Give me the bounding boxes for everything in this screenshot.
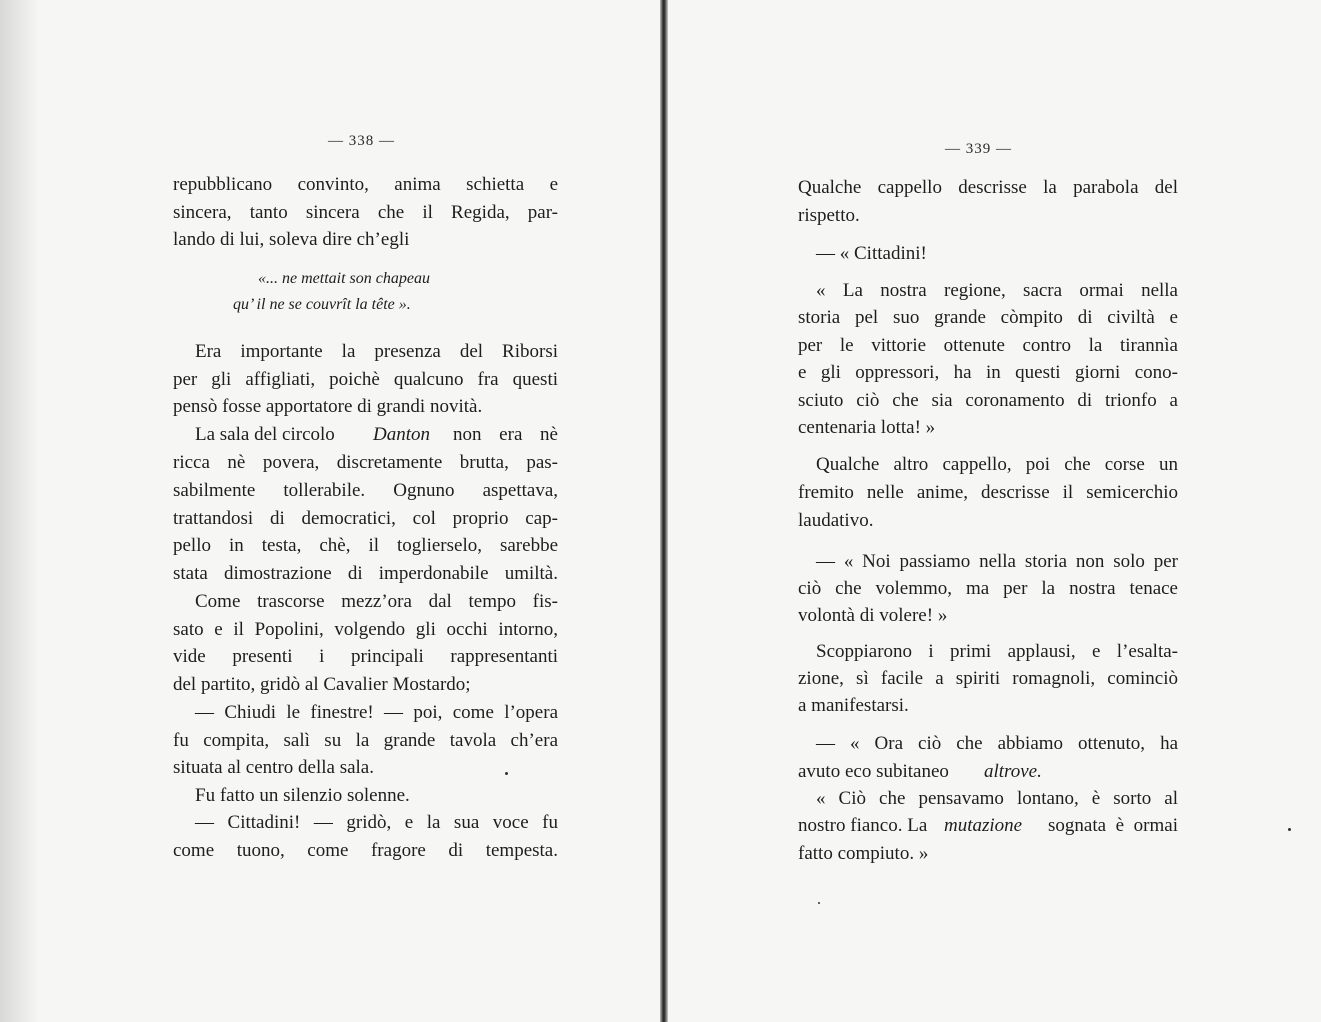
text-line: Fu fatto un silenzio solenne. xyxy=(195,785,410,806)
text-line: del partito, gridò al Cavalier Mostardo; xyxy=(173,674,471,695)
text-line: pello in testa, chè, il toglierselo, sarebbe xyxy=(173,535,558,556)
quote-verse: qu’ il ne se couvrît la tête ». xyxy=(233,296,411,313)
italic-word: altrove. xyxy=(984,761,1042,782)
text-line: Era importante la presenza del Riborsi xyxy=(195,341,558,362)
text-line: fremito nelle anime, descrisse il semicerchio xyxy=(798,482,1178,503)
text-line: sognata è ormai xyxy=(1048,815,1178,836)
text-line: storia pel suo grande còmpito di civiltà e xyxy=(798,307,1178,328)
ink-speck xyxy=(1288,828,1291,831)
text-line: centenaria lotta! » xyxy=(798,417,936,438)
text-line: — « Noi passiamo nella storia non solo per xyxy=(816,551,1178,572)
text-line: situata al centro della sala. xyxy=(173,757,374,778)
text-line: volontà di volere! » xyxy=(798,605,948,626)
page-edge-shadow xyxy=(0,0,40,1022)
text-line: e gli oppressori, ha in questi giorni cono- xyxy=(798,362,1178,383)
text-line: fatto compiuto. » xyxy=(798,843,929,864)
text-line: La sala del circolo xyxy=(195,424,335,445)
text-line: per gli affigliati, poichè qualcuno fra questi xyxy=(173,369,558,390)
quote-verse: «... ne mettait son chapeau xyxy=(258,270,430,287)
text-line: Come trascorse mezz’ora dal tempo fis- xyxy=(195,591,558,612)
text-line: pensò fosse apportatore di grandi novità. xyxy=(173,396,483,417)
page-number-left: — 338 — xyxy=(328,133,395,149)
text-line: ricca nè povera, discretamente brutta, pas- xyxy=(173,452,558,473)
book-gutter xyxy=(660,0,668,1022)
text-line: — « Ora ciò che abbiamo ottenuto, ha xyxy=(816,733,1178,754)
text-line: laudativo. xyxy=(798,510,874,531)
text-line: vide presenti i principali rappresentanti xyxy=(173,646,558,667)
text-line: — Cittadini! — gridò, e la sua voce fu xyxy=(195,812,558,833)
text-line: repubblicano convinto, anima schietta e xyxy=(173,174,558,195)
text-line: per le vittorie ottenute contro la tirannìa xyxy=(798,335,1178,356)
text-line: sato e il Popolini, volgendo gli occhi intorno, xyxy=(173,619,558,640)
text-line: trattandosi di democratici, col proprio cap- xyxy=(173,508,558,529)
text-line: sincera, tanto sincera che il Regida, par- xyxy=(173,202,558,223)
text-line: fu compita, salì su la grande tavola ch’era xyxy=(173,730,558,751)
text-line: — Chiudi le finestre! — poi, come l’opera xyxy=(195,702,558,723)
text-line: zione, sì facile a spiriti romagnoli, cominciò xyxy=(798,668,1178,689)
text-line: nostro fianco. La xyxy=(798,815,928,836)
text-line: lando di lui, soleva dire ch’egli xyxy=(173,229,410,250)
page-number-right: — 339 — xyxy=(945,141,1012,157)
text-line: a manifestarsi. xyxy=(798,695,909,716)
text-line: come tuono, come fragore di tempesta. xyxy=(173,840,558,861)
ink-speck xyxy=(505,772,508,775)
text-line: Qualche cappello descrisse la parabola del xyxy=(798,177,1178,198)
text-line: sciuto ciò che sia coronamento di trionfo a xyxy=(798,390,1178,411)
ink-speck xyxy=(818,902,820,904)
text-line: non era nè xyxy=(453,424,558,445)
text-line: « Ciò che pensavamo lontano, è sorto al xyxy=(816,788,1178,809)
text-line: ciò che volemmo, ma per la nostra tenace xyxy=(798,578,1178,599)
text-line: Scoppiarono i primi applausi, e l’esalta- xyxy=(816,641,1178,662)
text-line: « La nostra regione, sacra ormai nella xyxy=(816,280,1178,301)
text-line: Qualche altro cappello, poi che corse un xyxy=(816,454,1178,475)
right-page xyxy=(668,0,1321,1022)
text-line: sabilmente tollerabile. Ognuno aspettava, xyxy=(173,480,558,501)
italic-word: mutazione xyxy=(944,815,1023,836)
text-line: stata dimostrazione di imperdonabile umiltà. xyxy=(173,563,558,584)
italic-name: Danton xyxy=(373,424,430,445)
text-line: avuto eco subitaneo xyxy=(798,761,949,782)
text-line: rispetto. xyxy=(798,205,860,226)
text-line: — « Cittadini! xyxy=(816,243,927,264)
